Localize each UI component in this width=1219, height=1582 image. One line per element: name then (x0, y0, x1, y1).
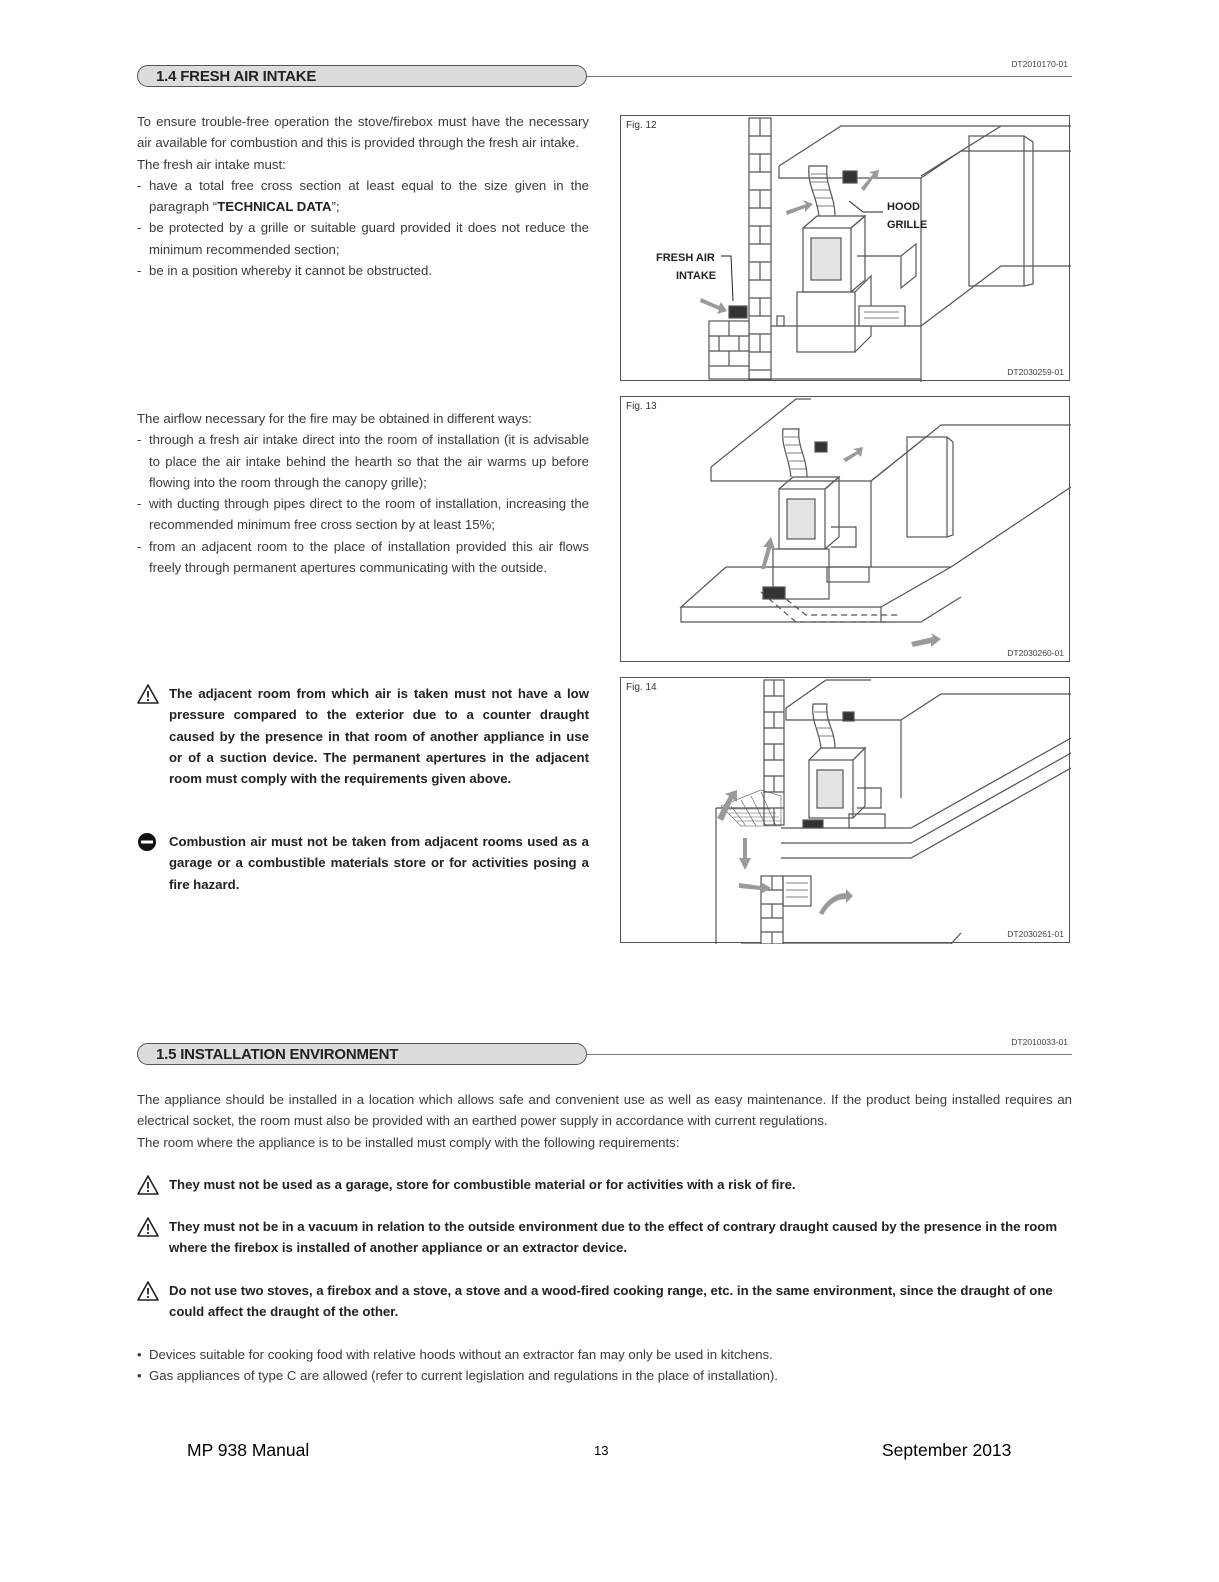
must-item: - be protected by a grille or suitable guard provided it does not reduce the minimum recommended section; (137, 217, 589, 260)
airflow-item: - through a fresh air intake direct into the room of installation (it is advisable to place the air intake behind the hearth so that the air warms up before flowing into the room through the canopy grille); (137, 429, 589, 493)
adjacent-room-diagram (621, 678, 1071, 944)
warning-triangle-icon (137, 683, 159, 705)
figure-code: DT2030259-01 (1007, 367, 1064, 377)
section-title-pill (137, 65, 587, 87)
section-code: DT2010170-01 (1011, 59, 1068, 69)
warning-triangle-icon (137, 1216, 159, 1238)
airflow-ducting-diagram (621, 397, 1071, 663)
section-title: 1.4 FRESH AIR INTAKE (156, 68, 317, 85)
warning-adjacent-room (137, 683, 589, 789)
section-title: 1.5 INSTALLATION ENVIRONMENT (156, 1046, 399, 1063)
footer-date: September 2013 (882, 1440, 1012, 1460)
prohibition-text: Combustion air must not be taken from adjacent rooms used as a garage or a combustible materials store or for activities posing a fire hazard. (169, 834, 589, 892)
figure-14 (620, 677, 1070, 943)
warning-text: Do not use two stoves, a firebox and a stove, a stove and a wood-fired cooking range, etc. in the same environment, since the draught of one could affect the draught of the other. (169, 1283, 1053, 1320)
callout-intake: INTAKE (676, 270, 717, 282)
fresh-air-intake-diagram (621, 116, 1071, 382)
intro-block (137, 111, 589, 281)
technical-data-ref: TECHNICAL DATA (217, 199, 332, 215)
section-code: DT2010033-01 (1011, 1037, 1068, 1047)
header-rule (587, 1054, 1072, 1055)
figure-code: DT2030260-01 (1007, 648, 1064, 658)
airflow-lead: The airflow necessary for the fire may be obtained in different ways: (137, 411, 532, 426)
bullet-item: • Gas appliances of type C are allowed (refer to current legislation and regulations in the place of installation). (137, 1365, 1072, 1386)
airflow-block (137, 408, 589, 578)
no-entry-icon (137, 831, 159, 853)
warning-two-stoves (137, 1280, 1072, 1323)
must-item: - be in a position whereby it cannot be obstructed. (137, 260, 589, 281)
footer-manual-name: MP 938 Manual (187, 1440, 310, 1460)
figure-label: Fig. 13 (626, 401, 657, 412)
warning-triangle-icon (137, 1174, 159, 1196)
airflow-item: - with ducting through pipes direct to the room of installation, increasing the recommended minimum free cross section by at least 15%; (137, 493, 589, 536)
prohibition-combustion-air (137, 831, 589, 895)
figure-12 (620, 115, 1070, 381)
figure-label: Fig. 12 (626, 120, 657, 131)
section-header-1-5 (137, 1037, 1072, 1069)
bullet-item: • Devices suitable for cooking food with relative hoods without an extractor fan may only be used in kitchens. (137, 1344, 1072, 1365)
requirements-lead: The room where the appliance is to be installed must comply with the following requirements: (137, 1134, 680, 1150)
section-header-1-4 (137, 59, 1072, 91)
header-rule (587, 76, 1072, 77)
callout-fresh-air: FRESH AIR (656, 252, 715, 264)
callout-grille: GRILLE (887, 219, 928, 231)
warning-vacuum (137, 1216, 1072, 1259)
must-lead: The fresh air intake must: (137, 156, 286, 172)
section-title-pill (137, 1043, 587, 1065)
figure-code: DT2030261-01 (1007, 929, 1064, 939)
installation-paragraph: The appliance should be installed in a location which allows safe and convenient use as well as easy maintenance. If the product being installed requires an electrical socket, the room must also be provided with an earthed power supply in accordance with current regulations. (137, 1092, 1072, 1129)
figure-label: Fig. 14 (626, 682, 657, 693)
warning-text: They must not be in a vacuum in relation to the outside environment due to the effect of contrary draught caused by the presence in the room where the firebox is installed of another appliance or an extractor device. (169, 1219, 1058, 1256)
warning-text: The adjacent room from which air is taken must not have a low pressure compared to the exterior due to a counter draught caused by the presence in that room of another appliance in use or of a suction device. The permanent apertures in the adjacent room must comply with the requirements given above. (169, 686, 589, 787)
must-item: - have a total free cross section at least equal to the size given in the paragraph “TECHNICAL DATA”; (137, 175, 589, 218)
warning-triangle-icon (137, 1280, 159, 1302)
installation-intro (137, 1089, 1072, 1153)
intro-paragraph: To ensure trouble-free operation the stove/firebox must have the necessary air available for combustion and this is provided through the fresh air intake. (137, 114, 589, 151)
page-number: 13 (594, 1443, 609, 1458)
airflow-item: - from an adjacent room to the place of installation provided this air flows freely through permanent apertures communicating with the outside. (137, 536, 589, 579)
warning-text: They must not be used as a garage, store for combustible material or for activities with a risk of fire. (169, 1177, 796, 1192)
warning-garage (137, 1174, 1072, 1195)
figure-13 (620, 396, 1070, 662)
bullet-list (137, 1344, 1072, 1386)
callout-hood: HOOD (887, 201, 920, 213)
